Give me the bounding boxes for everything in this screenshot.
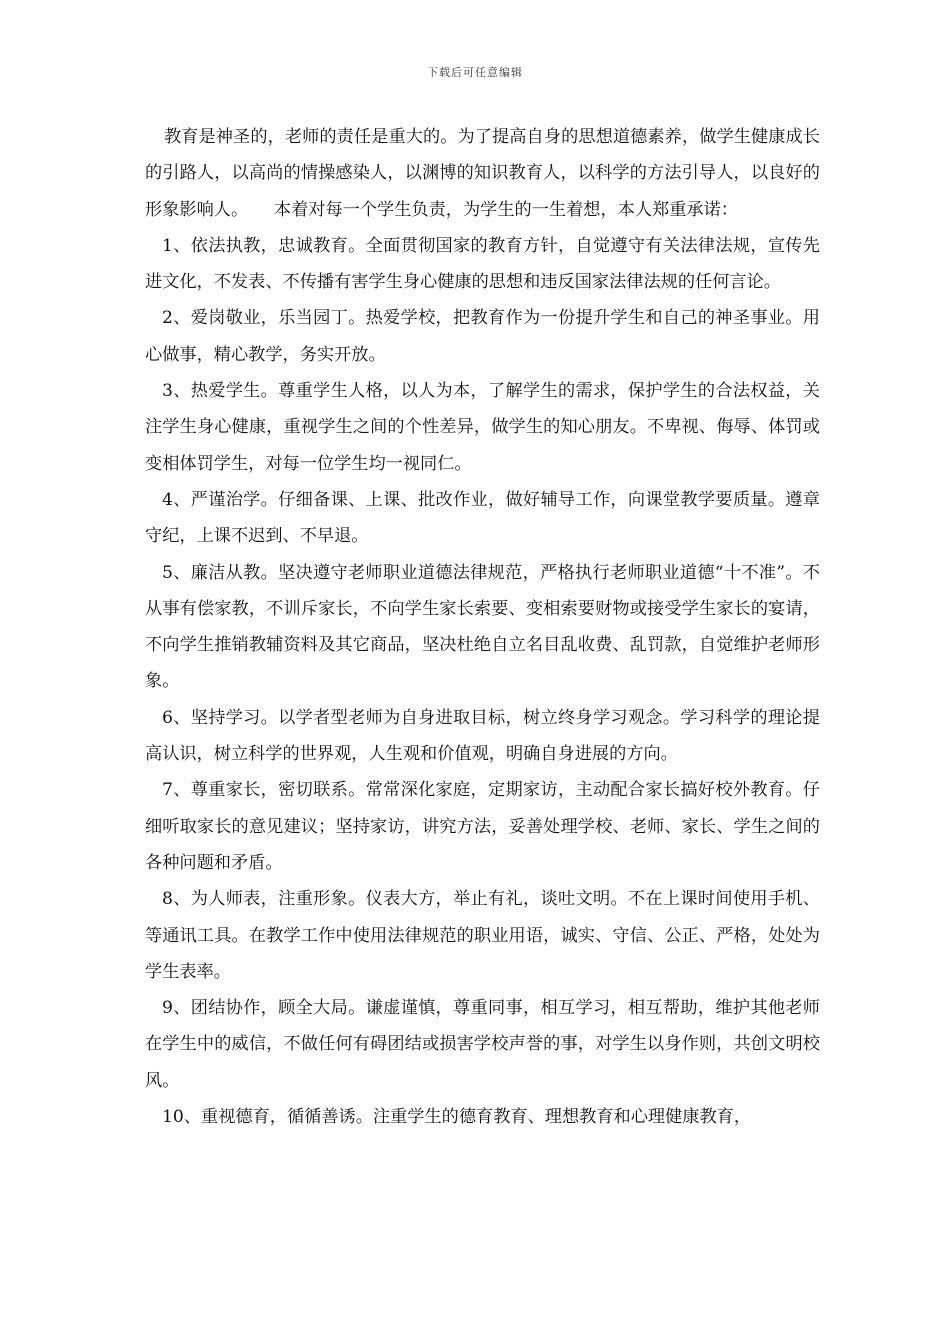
pledge-item-7: 7、尊重家长，密切联系。常常深化家庭，定期家访，主动配合家长搞好校外教育。仔细听取家长的意见建议；坚持家访，讲究方法，妥善处理学校、老师、家长、学生之间的各种问题和矛盾。 [145, 780, 820, 873]
header-note: 下载后可任意编辑 [427, 66, 523, 79]
pledge-item-2: 2、爱岗敬业，乐当园丁。热爱学校，把教育作为一份提升学生和自己的神圣事业。用心做事，精心教学，务实开放。 [145, 308, 820, 365]
pledge-item-5: 5、廉洁从教。坚决遵守老师职业道德法律规范，严格执行老师职业道德“十不准”。不从事有偿家教，不训斥家长，不向学生家长索要、变相索要财物或接受学生家长的宴请，不向学生推销教辅资料及其它商品，坚决杜绝自立名目乱收费、乱罚款，自觉维护老师形象。 [145, 562, 820, 692]
document-body [145, 119, 820, 1135]
intro-paragraph: 教育是神圣的，老师的责任是重大的。为了提高自身的思想道德素养，做学生健康成长的引路人，以高尚的情操感染人，以渊博的知识教育人，以科学的方法引导人，以良好的形象影响人。 本着对每一个学生负责，为学生的一生着想，本人郑重承诺： [145, 127, 820, 220]
pledge-item-3: 3、热爱学生。尊重学生人格，以人为本，了解学生的需求，保护学生的合法权益，关注学生身心健康，重视学生之间的个性差异，做学生的知心朋友。不卑视、侮辱、体罚或变相体罚学生，对每一位学生均一视同仁。 [145, 381, 820, 474]
pledge-item-1: 1、依法执教，忠诚教育。全面贯彻国家的教育方针，自觉遵守有关法律法规，宣传先进文化，不发表、不传播有害学生身心健康的思想和违反国家法律法规的任何言论。 [145, 235, 820, 293]
pledge-item-6: 6、坚持学习。以学者型老师为自身进取目标，树立终身学习观念。学习科学的理论提高认识，树立科学的世界观，人生观和价值观，明确自身进展的方向。 [145, 707, 820, 765]
pledge-item-8: 8、为人师表，注重形象。仪表大方，举止有礼，谈吐文明。不在上课时间使用手机、等通讯工具。在教学工作中使用法律规范的职业用语，诚实、守信、公正、严格，处处为学生表率。 [145, 889, 820, 982]
pledge-item-9: 9、团结协作，顾全大局。谦虚谨慎，尊重同事，相互学习，相互帮助，维护其他老师在学生中的威信，不做任何有碍团结或损害学校声誉的事，对学生以身作则，共创文明校风。 [145, 998, 820, 1091]
pledge-item-4: 4、严谨治学。仔细备课、上课、批改作业，做好辅导工作，向课堂教学要质量。遵章守纪，上课不迟到、不早退。 [145, 489, 820, 547]
pledge-item-10: 10、重视德育，循循善诱。注重学生的德育教育、理想教育和心理健康教育， [162, 1107, 752, 1128]
